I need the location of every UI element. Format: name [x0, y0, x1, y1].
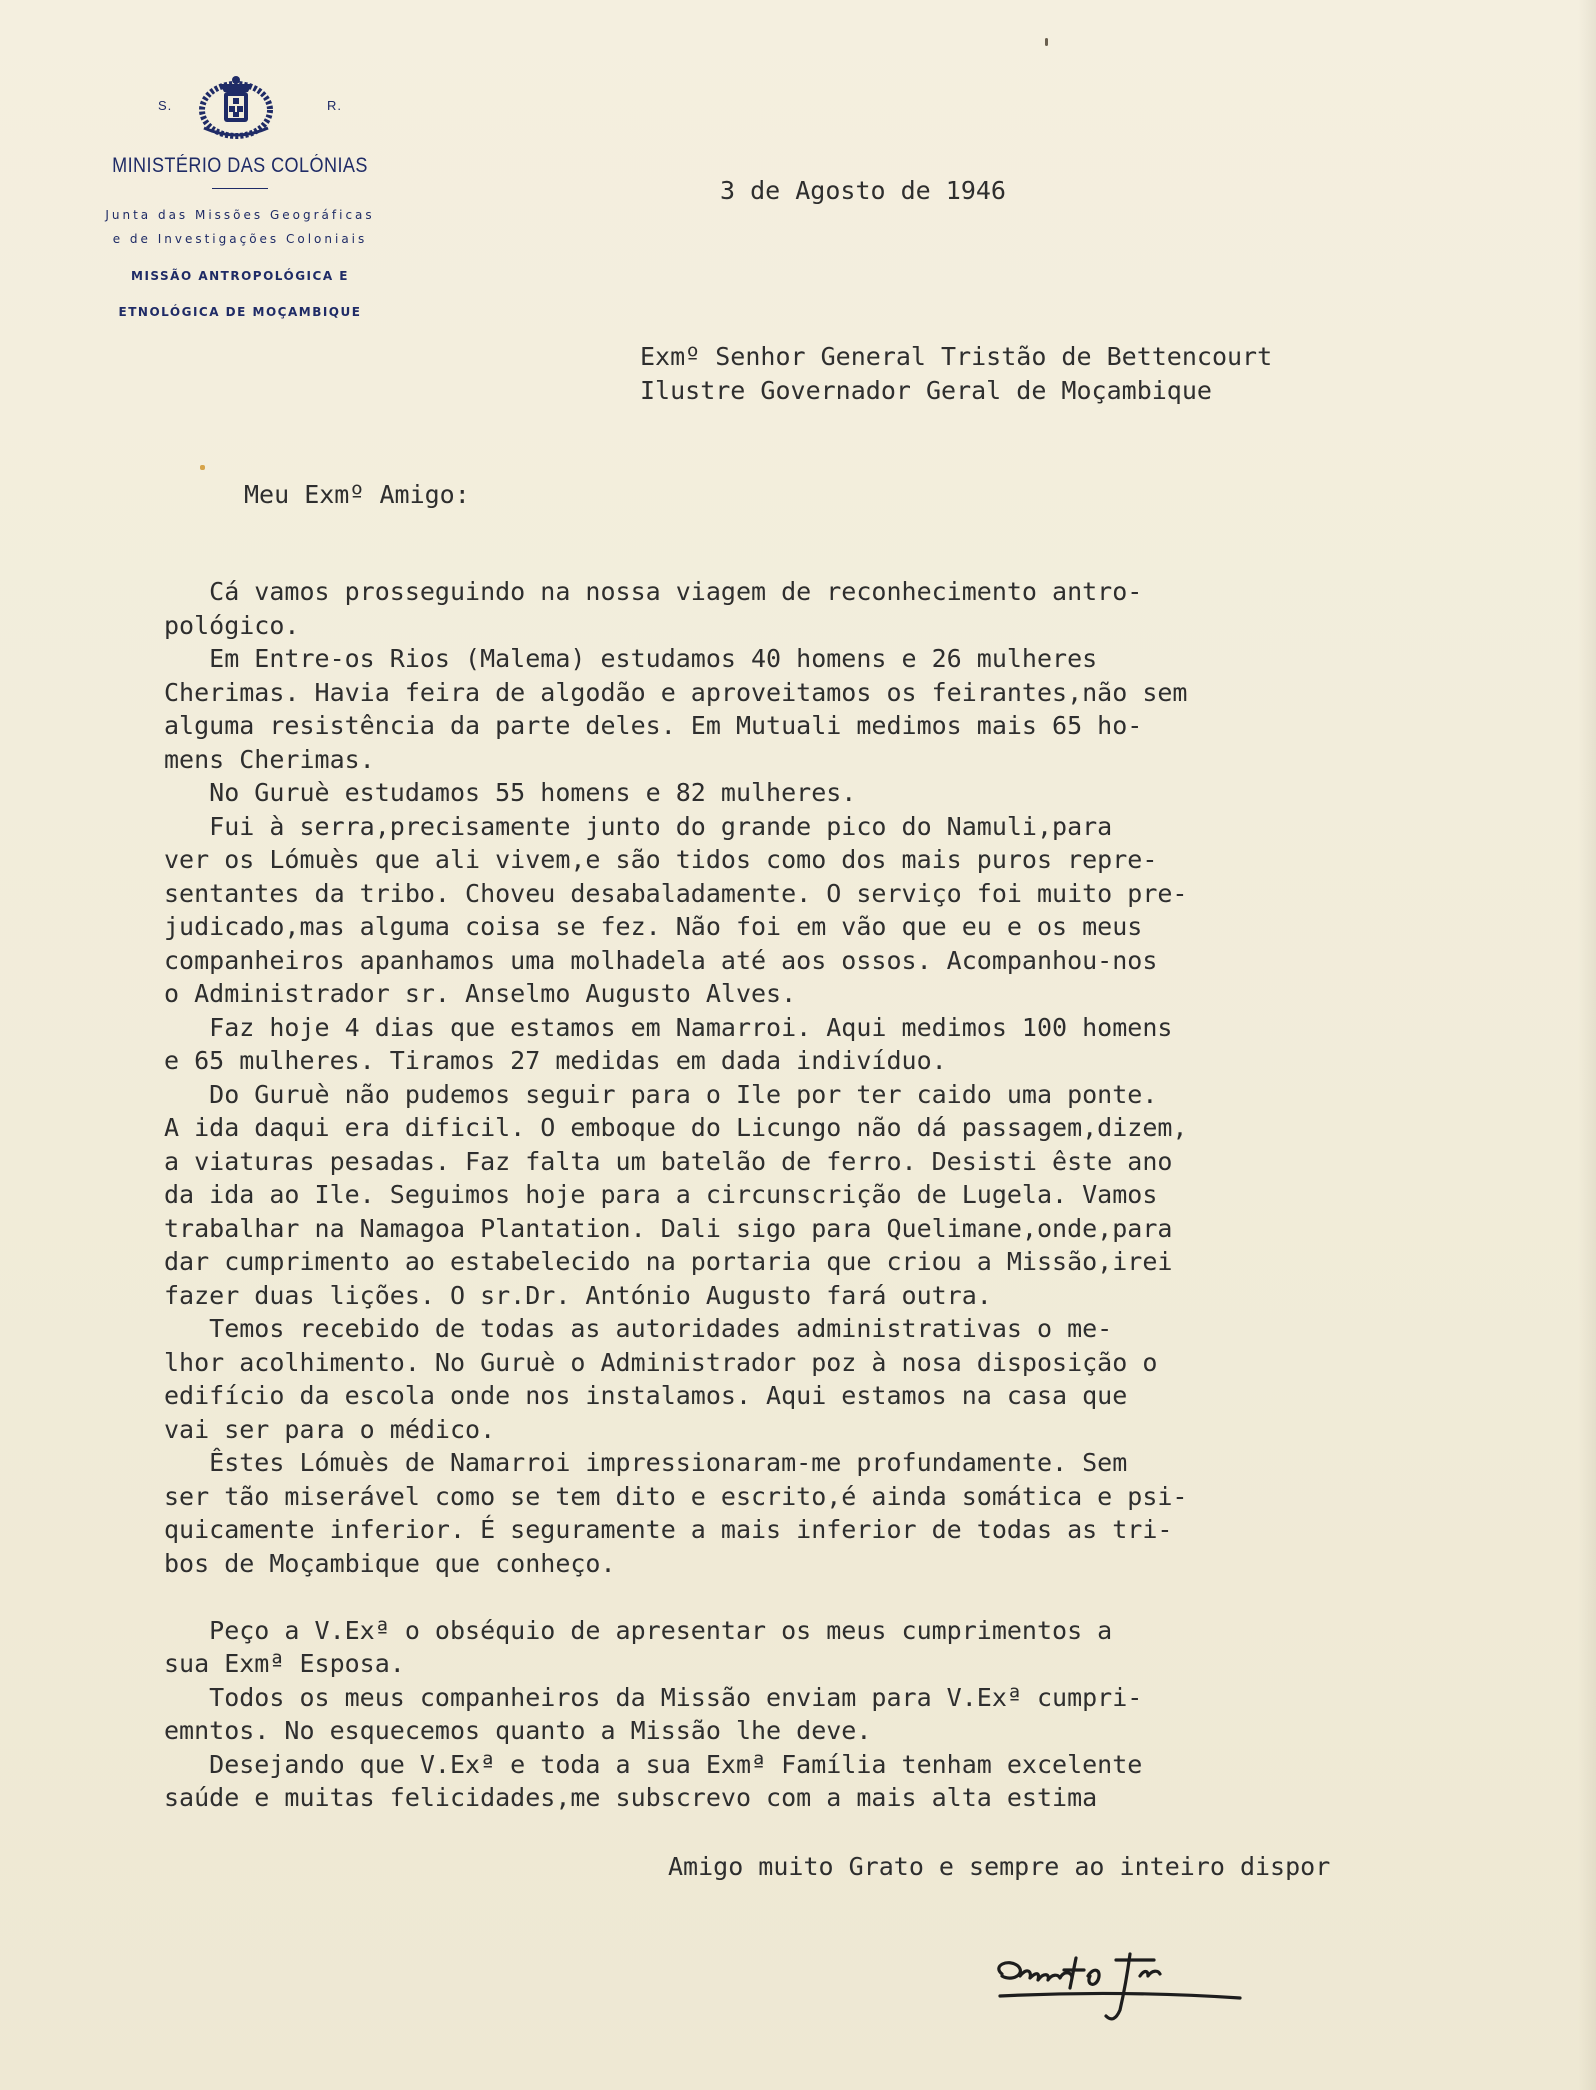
body-line: companheiros apanhamos uma molhadela até aos ossos. Acompanhou-nos: [164, 945, 1158, 975]
body-line: Faz hoje 4 dias que estamos em Namarroi. Aqui medimos 100 homens: [164, 1012, 1173, 1042]
body-line: dar cumprimento ao estabelecido na portaria que criou a Missão,irei: [164, 1247, 1173, 1276]
letter-date: 3 de Agosto de 1946: [720, 176, 1006, 205]
body-line: No Guruè estudamos 55 homens e 82 mulheres.: [164, 778, 857, 807]
letterhead-crest-row: [60, 70, 420, 140]
body-line: Temos recebido de todas as autoridades administrativas o me-: [164, 1314, 1113, 1343]
body-line: [164, 1580, 1188, 1614]
addressee-line-1: Exmº Senhor General Tristão de Bettencourt: [640, 342, 1273, 371]
body-line: ver os Lómuès que ali vivem,e são tidos como dos mais puros repre-: [164, 845, 1158, 874]
body-line: Em Entre-os Rios (Malema) estudamos 40 homens e 26 mulheres: [164, 644, 1098, 673]
body-line: a viaturas pesadas. Faz falta um batelão de ferro. Desisti êste ano: [164, 1146, 1173, 1176]
closing-line: Amigo muito Grato e sempre ao inteiro dispor: [668, 1852, 1331, 1881]
body-line: da ida ao Ile. Seguimos hoje para a circunscrição de Lugela. Vamos: [164, 1180, 1158, 1209]
stain-speck: [200, 465, 205, 470]
letterhead-divider: [212, 188, 268, 189]
letter-body: [164, 575, 1188, 1815]
body-line: e 65 mulheres. Tiramos 27 medidas em dada indivíduo.: [164, 1046, 947, 1075]
letterhead-initial-r: R.: [327, 98, 342, 113]
body-line: A ida daqui era dificil. O emboque do Licungo não dá passagem,dizem,: [164, 1113, 1188, 1142]
body-line: Cá vamos prosseguindo na nossa viagem de reconhecimento antro-: [164, 577, 1143, 606]
body-line: trabalhar na Namagoa Plantation. Dali sigo para Quelimane,onde,para: [164, 1213, 1173, 1243]
body-line: edifício da escola onde nos instalamos. Aqui estamos na casa que: [164, 1381, 1128, 1410]
body-line: Todos os meus companheiros da Missão enviam para V.Exª cumpri-: [164, 1682, 1143, 1712]
body-line: Do Guruè não pudemos seguir para o Ile por ter caido uma ponte.: [164, 1079, 1158, 1109]
missao-line-1: MISSÃO ANTROPOLÓGICA E: [131, 269, 349, 283]
body-line: bos de Moçambique que conheço.: [164, 1548, 616, 1578]
coat-of-arms-icon: [190, 70, 282, 142]
body-line: Desejando que V.Exª e toda a sua Exmª Família tenham excelente: [164, 1749, 1143, 1779]
handwritten-signature: [980, 1930, 1280, 2050]
body-line: Peço a V.Exª o obséquio de apresentar os meus cumprimentos a: [164, 1615, 1113, 1645]
addressee-block: [640, 340, 1272, 408]
body-line: Êstes Lómuès de Namarroi impressionaram-me profundamente. Sem: [164, 1448, 1128, 1477]
letterhead: [60, 70, 420, 323]
body-line: sentantes da tribo. Choveu desabaladamente. O serviço foi muito pre-: [164, 878, 1188, 908]
body-line: lhor acolhimento. No Guruè o Administrador poz à nosa disposição o: [164, 1347, 1158, 1377]
body-line: fazer duas lições. O sr.Dr. António Augusto fará outra.: [164, 1280, 992, 1310]
salutation: Meu Exmº Amigo:: [244, 480, 470, 509]
body-line: o Administrador sr. Anselmo Augusto Alves.: [164, 979, 797, 1008]
junta-line-1: Junta das Missões Geográficas: [105, 208, 375, 222]
addressee-line-2: Ilustre Governador Geral de Moçambique: [640, 376, 1212, 405]
letterhead-initial-s: S.: [158, 98, 173, 113]
body-line: mens Cherimas.: [164, 744, 375, 774]
body-line: emntos. No esquecemos quanto a Missão lhe deve.: [164, 1716, 872, 1745]
body-line: Cherimas. Havia feira de algodão e aproveitamos os feirantes,não sem: [164, 677, 1188, 707]
body-line: quicamente inferior. É seguramente a mais inferior de todas as tri-: [164, 1515, 1173, 1544]
body-line: ser tão miserável como se tem dito e escrito,é ainda somática e psi-: [164, 1481, 1188, 1511]
body-line: saúde e muitas felicidades,me subscrevo com a mais alta estima: [164, 1783, 1098, 1812]
body-line: Fui à serra,precisamente junto do grande pico do Namuli,para: [164, 811, 1113, 841]
body-line: pológico.: [164, 610, 300, 640]
body-line: judicado,mas alguma coisa se fez. Não foi em vão que eu e os meus: [164, 912, 1143, 941]
ministry-name: MINISTÉRIO DAS COLÓNIAS: [112, 154, 368, 177]
body-line: vai ser para o médico.: [164, 1414, 496, 1444]
ink-speck: [1045, 38, 1048, 46]
junta-line-2: e de Investigações Coloniais: [112, 232, 368, 246]
body-line: alguma resistência da parte deles. Em Mutuali medimos mais 65 ho-: [164, 711, 1143, 740]
missao-line-2: ETNOLÓGICA DE MOÇAMBIQUE: [118, 305, 362, 319]
body-line: sua Exmª Esposa.: [164, 1649, 405, 1678]
